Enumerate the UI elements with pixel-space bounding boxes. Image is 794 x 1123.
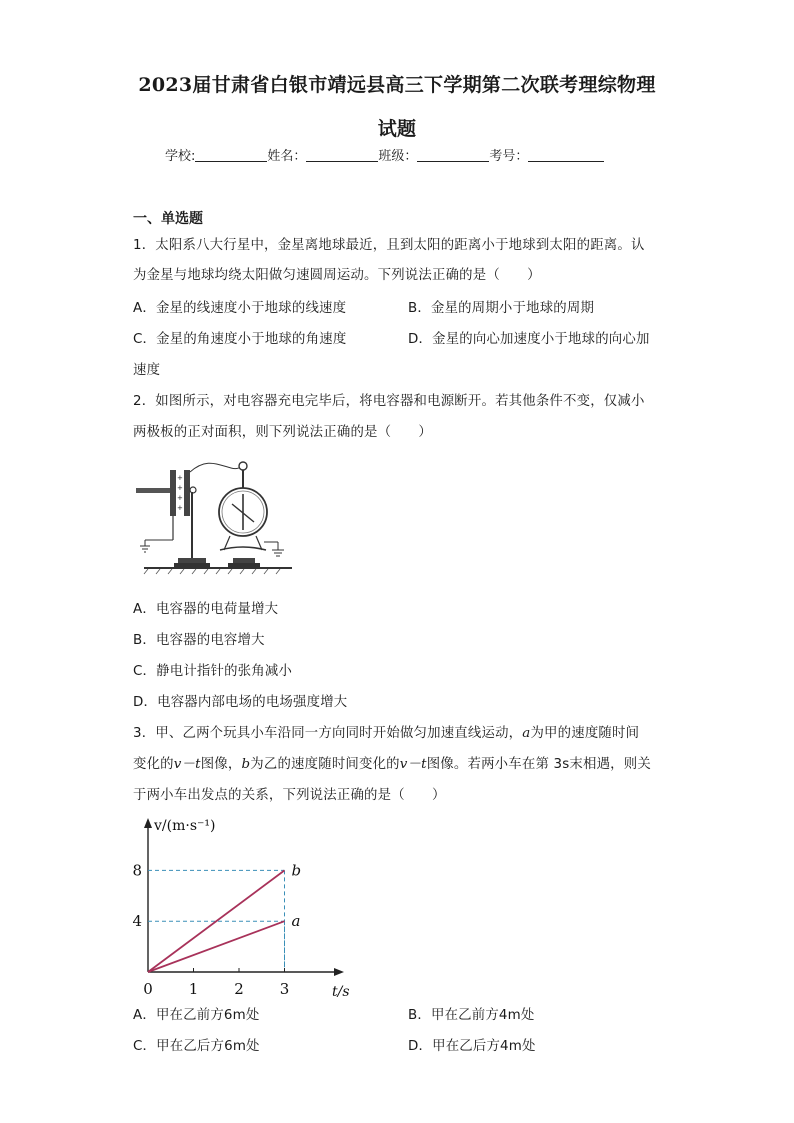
x-tick-label-2: 2 bbox=[234, 980, 244, 998]
exam-number-label: 考号： bbox=[489, 149, 529, 164]
q3-stem-line1-part1: 3．甲、乙两个玩具小车沿同一方向同时开始做匀加速直线运动， bbox=[133, 726, 523, 741]
y-tick-label-8: 8 bbox=[132, 861, 142, 880]
q3-stem-line1 bbox=[133, 722, 639, 741]
q2-stem-line2: 两极板的正对面积，则下列说法正确的是（ ） bbox=[133, 425, 432, 440]
x-tick-label-1: 1 bbox=[188, 980, 199, 998]
series-label-a: a bbox=[291, 912, 301, 931]
q3-option-c[interactable]: C．甲在乙后方6m处 bbox=[133, 1039, 260, 1054]
q1-option-a[interactable]: A．金星的线速度小于地球的线速度 bbox=[133, 301, 347, 316]
q3-stem-line2 bbox=[133, 753, 651, 772]
series-line-b bbox=[148, 870, 285, 972]
q3-stem-line2-part1: 变化的 bbox=[133, 757, 174, 772]
x-axis-arrow bbox=[334, 968, 344, 976]
q3-stem-line2-part2: 图像， bbox=[200, 757, 242, 772]
exam-number-blank[interactable] bbox=[528, 147, 604, 162]
svg-text:+: + bbox=[177, 504, 183, 512]
q3-option-b[interactable]: B．甲在乙前方4m处 bbox=[408, 1008, 535, 1023]
exam-title-line2: 试题 bbox=[377, 118, 417, 140]
name-blank[interactable] bbox=[306, 147, 378, 162]
x-tick-label-0: 0 bbox=[143, 980, 153, 998]
velocity-time-chart bbox=[128, 812, 360, 1000]
q1-stem-line1: 1．太阳系八大行星中，金星离地球最近，且到太阳的距离小于地球到太阳的距离。认 bbox=[133, 238, 645, 253]
exam-title-line1: 2023届甘肃省白银市靖远县高三下学期第二次联考理综物理 bbox=[138, 74, 656, 96]
x-tick-label-3: 3 bbox=[279, 980, 290, 998]
school-blank[interactable] bbox=[195, 147, 267, 162]
section-heading: 一、单选题 bbox=[133, 211, 203, 227]
svg-text:+: + bbox=[177, 494, 183, 502]
series-label-b: b bbox=[291, 861, 302, 880]
svg-text:+: + bbox=[177, 484, 183, 492]
q2-option-d[interactable]: D．电容器内部电场的电场强度增大 bbox=[133, 695, 348, 710]
q3-stem-line2-part4: 图像。若两小车在第 3s末相遇，则关 bbox=[426, 757, 651, 772]
q3-option-d[interactable]: D．甲在乙后方4m处 bbox=[408, 1039, 536, 1054]
q3-symbol-vt: v－t bbox=[173, 757, 201, 772]
name-label: 姓名： bbox=[267, 149, 307, 164]
q1-stem-line2: 为金星与地球均绕太阳做匀速圆周运动。下列说法正确的是（ ） bbox=[133, 268, 541, 283]
q3-symbol-b: b bbox=[241, 757, 251, 772]
q1-option-d[interactable]: D．金星的向心加速度小于地球的向心加 bbox=[408, 332, 650, 347]
q1-option-c[interactable]: C．金星的角速度小于地球的角速度 bbox=[133, 332, 347, 347]
y-tick-label-4: 4 bbox=[132, 912, 142, 931]
q3-stem-line1-part2: 为甲的速度随时间 bbox=[530, 726, 640, 741]
q2-option-a[interactable]: A．电容器的电荷量增大 bbox=[133, 602, 279, 617]
q2-option-b[interactable]: B．电容器的电容增大 bbox=[133, 633, 265, 648]
y-axis-label: v/(m·s⁻¹) bbox=[154, 818, 216, 834]
capacitor-electroscope-figure bbox=[136, 456, 296, 580]
student-info-row bbox=[165, 145, 604, 164]
q3-symbol-a: a bbox=[522, 726, 531, 741]
series-line-a bbox=[148, 921, 285, 972]
q3-symbol-vt-2: v－t bbox=[399, 757, 427, 772]
class-blank[interactable] bbox=[417, 147, 489, 162]
q3-option-a[interactable]: A．甲在乙前方6m处 bbox=[133, 1008, 260, 1023]
q3-stem-line2-part3: 为乙的速度随时间变化的 bbox=[250, 757, 400, 772]
q3-stem-line3: 于两小车出发点的关系，下列说法正确的是（ ） bbox=[133, 788, 446, 803]
class-label: 班级： bbox=[378, 149, 418, 164]
svg-text:+: + bbox=[177, 474, 183, 482]
q1-option-d-continued: 速度 bbox=[133, 363, 161, 378]
q2-option-c[interactable]: C．静电计指针的张角减小 bbox=[133, 664, 293, 679]
y-axis-arrow bbox=[144, 818, 152, 828]
q1-option-b[interactable]: B．金星的周期小于地球的周期 bbox=[408, 301, 595, 316]
q2-stem-line1: 2．如图所示，对电容器充电完毕后，将电容器和电源断开。若其他条件不变，仅减小 bbox=[133, 394, 645, 409]
x-axis-label: t/s bbox=[332, 984, 350, 1000]
school-label: 学校: bbox=[165, 149, 196, 164]
